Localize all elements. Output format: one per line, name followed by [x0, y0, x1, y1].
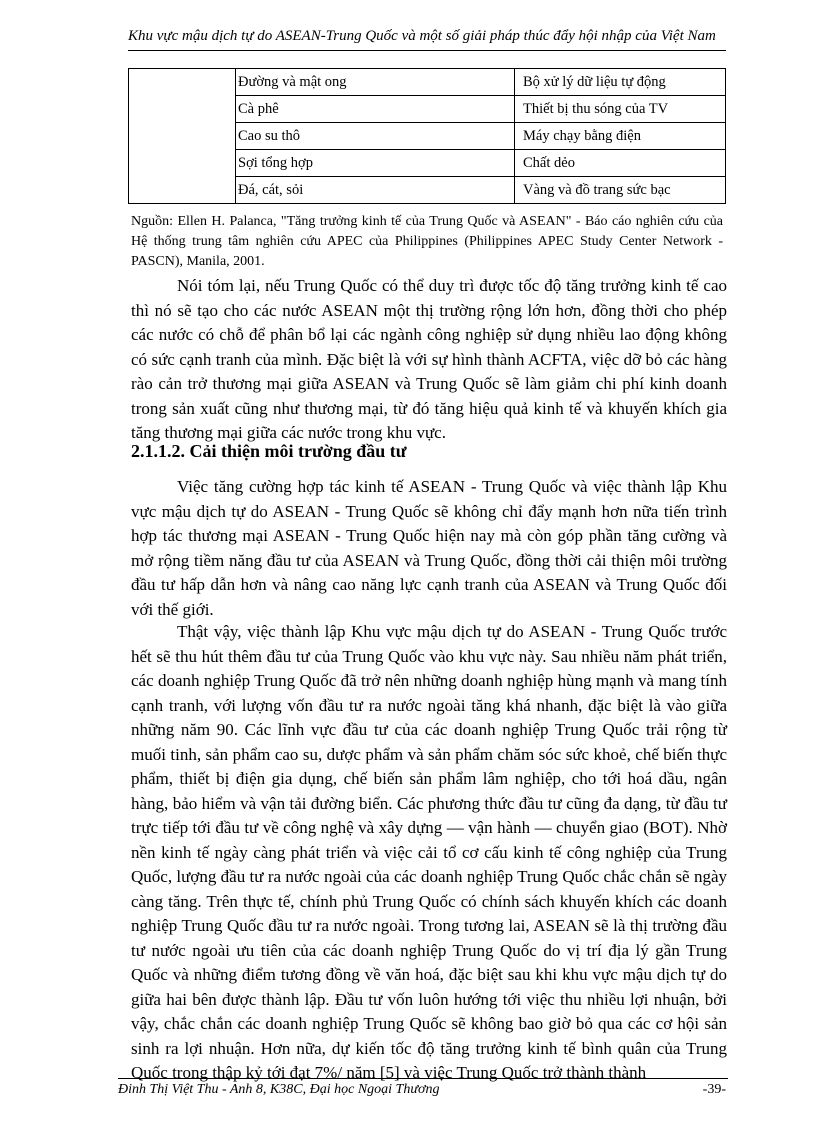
page-footer	[118, 1082, 726, 1098]
header-rule	[128, 50, 726, 51]
source-note	[131, 212, 723, 272]
table-cell-right: Thiết bị thu sóng của TV	[515, 96, 726, 123]
table-cell-left: Đá, cát, sỏi	[236, 177, 515, 204]
table-row	[129, 69, 726, 96]
running-header: Khu vực mậu dịch tự do ASEAN-Trung Quốc và một số giải pháp thúc đẩy hội nhập của Việt Nam	[128, 28, 716, 44]
page-number: -39-	[702, 1082, 726, 1097]
paragraph-investment-detail: Thật vậy, việc thành lập Khu vực mậu dịch tự do ASEAN - Trung Quốc trước hết sẽ thu hút thêm đầu tư của Trung Quốc vào khu vực này. Sau nhiều năm phát triển, các doanh nghiệp Trung Quốc đã trở nên những doanh nghiệp hùng mạnh và mang tính cạnh tranh, với lượng vốn đầu tư ra nước ngoài tăng khá nhanh, đặc biệt là vào giữa những năm 90. Các lĩnh vực đầu tư của các doanh nghiệp Trung Quốc trải rộng từ muối tinh, sản phẩm cao su, dược phẩm và sản phẩm chăm sóc sức khoẻ, chế biến thực phẩm, thiết bị điện gia dụng, chế biến sản phẩm lâm nghiệp, cho tới hoá dầu, ngân hàng, bảo hiểm và vận tải đường biển. Các phương thức đầu tư cũng đa dạng, từ đầu tư trực tiếp tới đầu tư về công nghệ và xây dựng — vận hành — chuyển giao (BOT). Nhờ nền kinh tế ngày càng phát triển và việc cải tổ cơ cấu kinh tế công nghiệp của Trung Quốc, lượng đầu tư ra nước ngoài của các doanh nghiệp Trung Quốc chắc chắn sẽ ngày càng tăng. Trên thực tế, chính phủ Trung Quốc có chính sách khuyến khích các doanh nghiệp Trung Quốc đầu tư ra nước ngoài. Trong tương lai, ASEAN sẽ là thị trường đầu tư nước ngoài ưu tiên của các doanh nghiệp Trung Quốc do vị trí địa lý gần Trung Quốc và những điểm tương đồng về văn hoá, đặc biệt sau khi khu vực mậu dịch tự do giữa hai bên được thành lập. Đầu tư vốn luôn hướng tới việc thu nhiều lợi nhuận, bởi vậy, chắc chắn các doanh nghiệp Trung Quốc sẽ không bao giờ bỏ qua các cơ hội sản sinh ra lợi nhuận. Hơn nữa, dự kiến tốc độ tăng trưởng kinh tế bình quân của Trung Quốc trong thập kỷ tới đạt 7%/ năm [5] và việc Trung Quốc trở thành thành	[131, 622, 727, 1082]
section-heading: 2.1.1.2. Cải thiện môi trường đầu tư	[131, 441, 407, 461]
paragraph-summary: Nói tóm lại, nếu Trung Quốc có thể duy trì được tốc độ tăng trưởng kinh tế cao thì nó sẽ tạo cho các nước ASEAN một thị trường rộng lớn hơn, đồng thời cho phép các nước có chỗ để phân bổ lại các ngành công nghiệp sử dụng nhiều lao động không có sức cạnh tranh của mình. Đặc biệt là với sự hình thành ACFTA, việc dỡ bỏ các hàng rào cản trở thương mại giữa ASEAN và Trung Quốc sẽ làm giảm chi phí kinh doanh trong sản xuất cũng như thương mại, từ đó tăng hiệu quả kinh tế và khuyến khích gia tăng thương mại giữa các nước trong khu vực.	[131, 276, 727, 442]
paragraph-investment-intro: Việc tăng cường hợp tác kinh tế ASEAN - Trung Quốc và việc thành lập Khu vực mậu dịch tự do ASEAN - Trung Quốc sẽ không chỉ đẩy mạnh hơn nữa tiến trình hợp tác thương mại ASEAN - Trung Quốc hiện nay mà còn góp phần tăng cường và mở rộng tiềm năng đầu tư của ASEAN và Trung Quốc, đồng thời cải thiện môi trường đầu tư hấp dẫn hơn và nâng cao năng lực cạnh tranh của ASEAN và Trung Quốc đối với thế giới.	[131, 477, 727, 619]
source-text: Ellen H. Palanca, "Tăng trưởng kinh tế của Trung Quốc và ASEAN" - Báo cáo nghiên cứu của Hệ thống trung tâm nghiên cứu APEC của Philippines (Philippines APEC Study Center Network - PASCN), Manila, 2001.	[131, 214, 723, 269]
table-cell-right: Vàng và đồ trang sức bạc	[515, 177, 726, 204]
table-cell-right: Chất dẻo	[515, 150, 726, 177]
table-cell-left: Cà phê	[236, 96, 515, 123]
table-cell-left: Sợi tổng hợp	[236, 150, 515, 177]
table-cell-left: Đường và mật ong	[236, 69, 515, 96]
table-cell-right: Máy chạy bằng điện	[515, 123, 726, 150]
table-cell-left: Cao su thô	[236, 123, 515, 150]
footer-author: Đinh Thị Việt Thu - Anh 8, K38C, Đại học Ngoại Thương	[118, 1082, 440, 1097]
source-label: Nguồn:	[131, 214, 173, 229]
footer-rule	[118, 1078, 728, 1079]
table-empty-cell	[129, 69, 236, 204]
product-table	[128, 68, 726, 204]
table-cell-right: Bộ xử lý dữ liệu tự động	[515, 69, 726, 96]
